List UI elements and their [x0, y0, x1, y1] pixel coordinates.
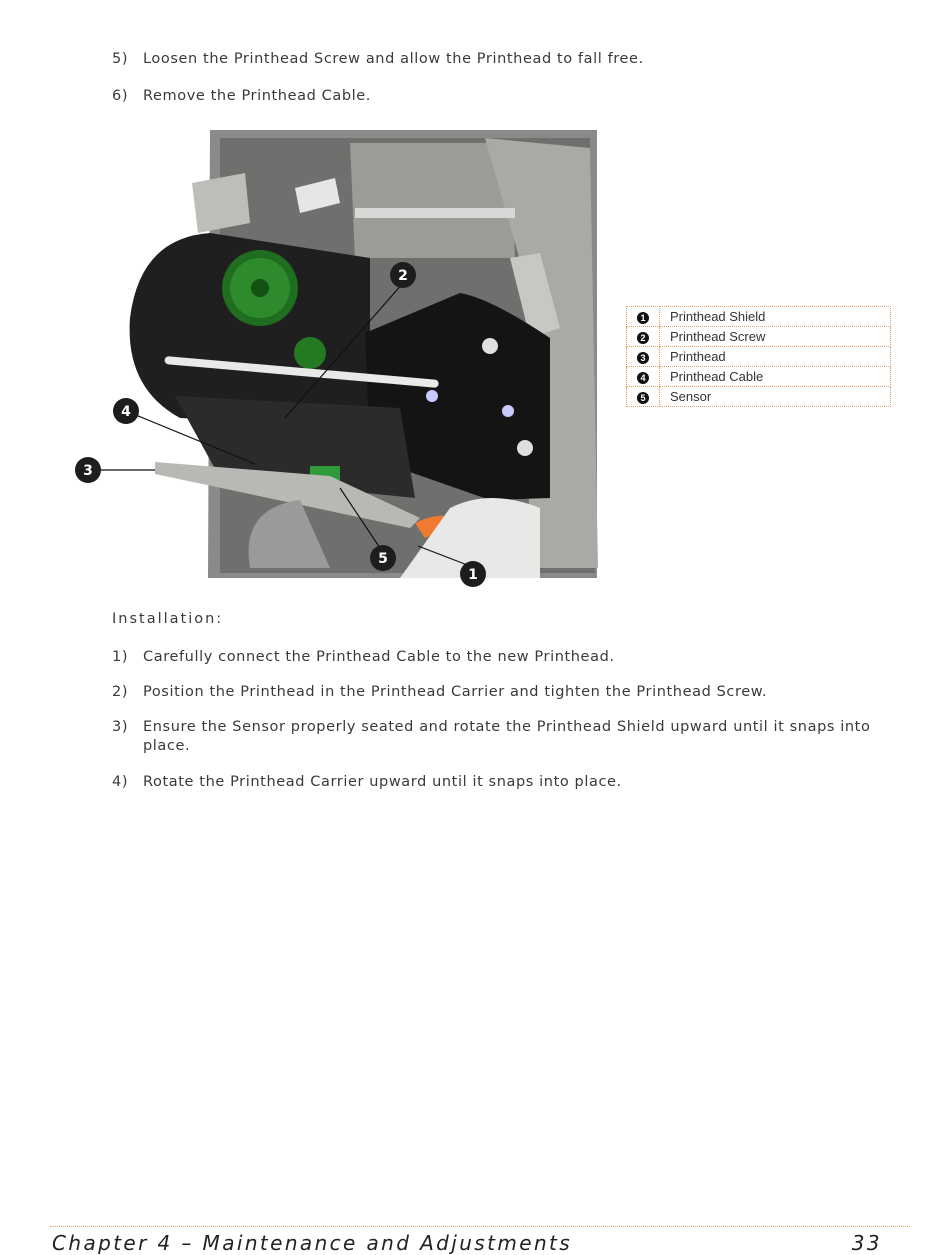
legend-row [627, 327, 891, 347]
callout-4 [113, 398, 139, 424]
step-number: 5) [112, 51, 129, 67]
legend-row [627, 347, 891, 367]
legend-label: Sensor [660, 387, 891, 407]
step-text: Position the Printhead in the Printhead Carrier and tighten the Printhead Screw. [143, 684, 768, 700]
legend-number: 2 [637, 332, 649, 344]
page-number: 33 [851, 1231, 882, 1255]
parts-legend [626, 306, 891, 407]
step-text: Remove the Printhead Cable. [143, 88, 371, 104]
legend-number: 4 [637, 372, 649, 384]
step-number: 6) [112, 88, 129, 104]
callout-4-label: 4 [121, 404, 131, 420]
legend-number: 5 [637, 392, 649, 404]
legend-row [627, 307, 891, 327]
legend-row [627, 387, 891, 407]
step-text: Rotate the Printhead Carrier upward until it snaps into place. [143, 774, 622, 790]
callout-2 [390, 262, 416, 288]
callout-5 [370, 545, 396, 571]
legend-label: Printhead Screw [660, 327, 891, 347]
legend-row [627, 367, 891, 387]
step-number: 4) [112, 774, 129, 790]
legend-number: 1 [637, 312, 649, 324]
legend-label: Printhead Shield [660, 307, 891, 327]
callout-5-label: 5 [378, 551, 388, 567]
install-step-1 [112, 648, 872, 667]
step-6 [112, 87, 872, 106]
callout-1-label: 1 [468, 567, 478, 583]
callout-3 [75, 457, 101, 483]
step-number: 1) [112, 649, 129, 665]
legend-number: 3 [637, 352, 649, 364]
callout-2-label: 2 [398, 268, 408, 284]
callout-3-label: 3 [83, 463, 93, 479]
step-number: 3) [112, 719, 129, 735]
install-step-4 [112, 773, 872, 792]
install-step-3 [112, 718, 872, 756]
step-text: Carefully connect the Printhead Cable to the new Printhead. [143, 649, 615, 665]
step-text: Loosen the Printhead Screw and allow the Printhead to fall free. [143, 51, 644, 67]
step-5 [112, 50, 872, 69]
legend-label: Printhead [660, 347, 891, 367]
step-number: 2) [112, 684, 129, 700]
installation-heading: Installation: [112, 611, 224, 627]
printer-printhead-illustration [70, 128, 610, 593]
install-step-2 [112, 683, 872, 702]
footer-divider [50, 1226, 910, 1227]
chapter-title: Chapter 4 – Maintenance and Adjustments [52, 1231, 573, 1255]
legend-label: Printhead Cable [660, 367, 891, 387]
step-text: Ensure the Sensor properly seated and rotate the Printhead Shield upward until it snaps into place. [143, 719, 871, 754]
callout-1 [460, 561, 486, 587]
